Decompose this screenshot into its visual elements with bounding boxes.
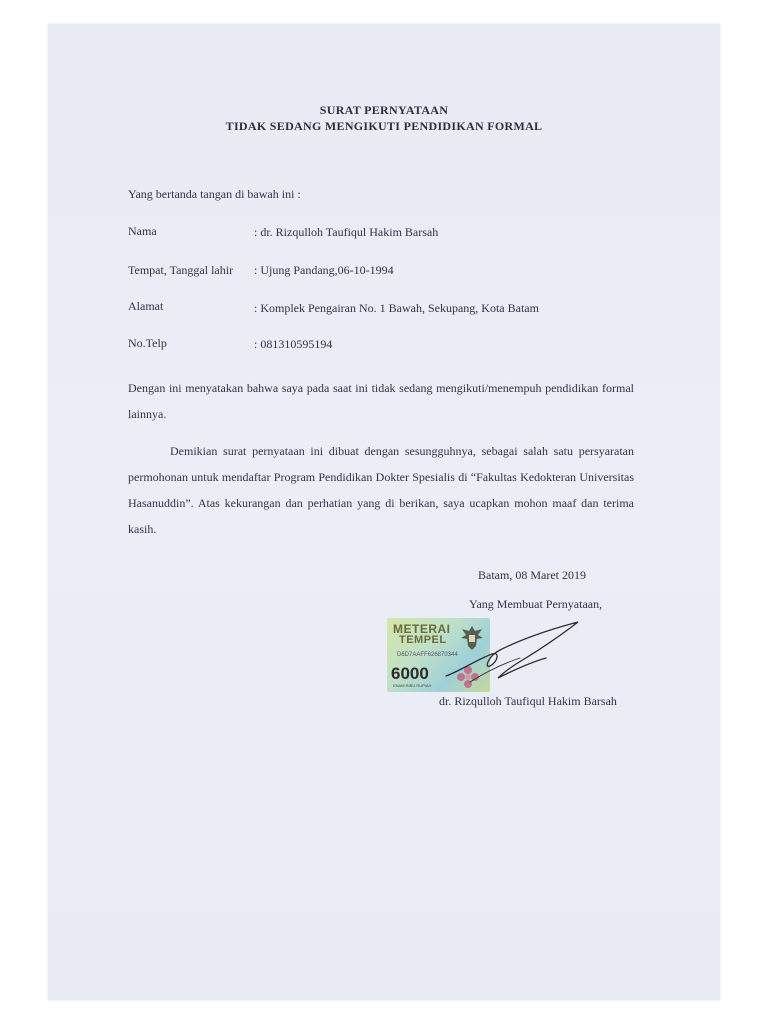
signer-name: dr. Rizqulloh Taufiqul Hakim Barsah: [439, 694, 617, 708]
field-value-phone: : 081310595194: [254, 337, 333, 351]
field-label-address: Alamat: [128, 299, 164, 313]
stamp-value-words: ENAM RIBU RUPIAH: [393, 683, 432, 688]
field-label-phone: No.Telp: [128, 336, 167, 350]
handwritten-signature: [440, 612, 590, 692]
field-label-name: Nama: [128, 224, 157, 238]
place-date: Batam, 08 Maret 2019: [478, 568, 586, 582]
document-subtitle: TIDAK SEDANG MENGIKUTI PENDIDIKAN FORMAL: [225, 119, 543, 133]
stamp-code: D6D7AAFF626870344: [397, 652, 458, 658]
field-label-birth: Tempat, Tanggal lahir: [128, 263, 234, 277]
intro-text: Yang bertanda tangan di bawah ini :: [128, 187, 301, 201]
field-value-birth: : Ujung Pandang,06-10-1994: [254, 263, 394, 277]
stamp-value: 6000: [391, 664, 429, 683]
field-value-address: : Komplek Pengairan No. 1 Bawah, Sekupang, Kota Batam: [254, 301, 539, 315]
stamp-line1: METERAI: [393, 622, 451, 636]
field-value-name: : dr. Rizqulloh Taufiqul Hakim Barsah: [254, 225, 439, 239]
stamp-line2: TEMPEL: [399, 634, 447, 646]
signer-caption: Yang Membuat Pernyataan,: [469, 597, 603, 611]
document-title: SURAT PERNYATAAN: [319, 103, 449, 117]
statement-paragraph: Dengan ini menyatakan bahwa saya pada saat ini tidak sedang mengikuti/menempuh pendidikan formal lainnya.: [128, 381, 634, 421]
closing-paragraph: Demikian surat pernyataan ini dibuat dengan sesungguhnya, sebagai salah satu persyaratan permohonan untuk mendaftar Program Pendidikan Dokter Spesialis di “Fakultas Kedokteran Universitas Hasanuddin”. Atas kekurangan dan perhatian yang di berikan, saya ucapkan mohon maaf dan terima kasih.: [128, 444, 634, 536]
